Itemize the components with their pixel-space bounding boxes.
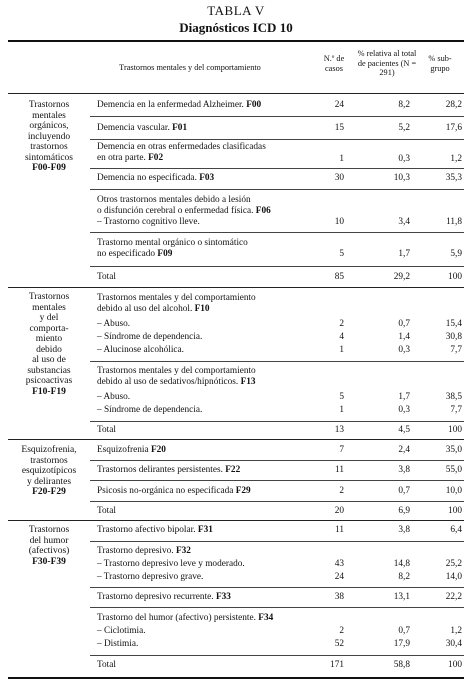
cell-sub: 55,0	[445, 465, 462, 475]
total-sub: 100	[448, 272, 462, 282]
group-rule	[8, 520, 464, 521]
cell-rel: 3,8	[398, 465, 410, 475]
diag-row-f02: Demencia en otras enfermedades clasificadas en otra parte. F02	[97, 142, 266, 163]
table-title: Diagnósticos ICD 10	[179, 20, 293, 35]
diag-row-f00: Demencia en la enfermedad Alzheimer. F00	[97, 100, 262, 110]
diag-row-f09: Trastorno mental orgánico o sintomático no especificado F09	[97, 238, 248, 259]
total-label: Total	[97, 506, 116, 516]
diag-row-f34: Trastorno del humor (afectivo) persistente. F34	[97, 613, 274, 623]
row-rule	[90, 168, 464, 169]
cell-n: 11	[335, 525, 344, 535]
row-rule	[90, 587, 464, 588]
group-rule	[8, 287, 464, 288]
cell-n: 5	[339, 249, 344, 259]
cell-sub: 25,2	[445, 559, 462, 569]
cell-sub: 30,8	[445, 332, 462, 342]
total-rel: 4,5	[398, 425, 410, 435]
total-rel: 29,2	[393, 272, 410, 282]
cell-rel: 8,2	[398, 100, 410, 110]
cell-rel: 5,2	[398, 123, 410, 133]
cell-rel: 0,7	[398, 319, 410, 329]
sub-item: – Abuso.	[97, 319, 131, 329]
group-rule	[8, 439, 464, 440]
cell-n: 2	[339, 486, 344, 496]
sub-item: – Síndrome de dependencia.	[97, 405, 203, 415]
table-label: TABLA V	[207, 3, 265, 18]
cell-n: 11	[335, 465, 344, 475]
total-sub: 100	[448, 506, 462, 516]
cell-n: 30	[334, 173, 344, 183]
diag-row-f03: Demencia no especificada. F03	[97, 173, 215, 183]
group-label-f10-f19: Trastornos mentales y del comporta- miento debido al uso de substancias psicoactivas F10-F19	[25, 292, 73, 397]
table-bottom-rule	[8, 677, 464, 679]
diag-row-f20: Esquizofrenia F20	[97, 445, 166, 455]
total-sub: 100	[448, 660, 462, 670]
cell-sub: 7,7	[450, 405, 462, 415]
sub-item: – Abuso.	[97, 392, 131, 402]
cell-rel: 0,3	[398, 345, 410, 355]
cell-rel: 0,7	[398, 486, 410, 496]
row-rule	[90, 480, 464, 481]
cell-sub: 7,7	[450, 345, 462, 355]
cell-sub: 1,2	[450, 154, 462, 164]
group-label-f20-f29: Esquizofrenia, trastornos esquizotípicos y delirantes F20-F29	[21, 445, 77, 497]
sub-item: – Trastorno depresivo leve y moderado.	[97, 559, 245, 569]
cell-sub: 6,4	[450, 525, 462, 535]
group-label-f00-f09: Trastornos mentales orgánicos, incluyendo trastornos sintomáticos F00-F09	[24, 100, 74, 173]
total-n: 20	[334, 506, 344, 516]
total-label: Total	[97, 272, 116, 282]
diag-row-f29: Psicosis no-orgánica no especificada F29	[97, 486, 251, 496]
header-category: Trastornos mentales y del comportamiento	[119, 63, 261, 72]
cell-rel: 0,7	[398, 626, 410, 636]
cell-sub: 11,8	[446, 217, 462, 227]
cell-n: 7	[339, 445, 344, 455]
total-sub: 100	[448, 425, 462, 435]
row-rule	[90, 139, 464, 140]
diag-row-f13: Trastornos mentales y del comportamiento debido al uso de sedativos/hipnóticos. F13	[97, 366, 256, 387]
cell-sub: 35,3	[445, 173, 462, 183]
cell-rel: 3,8	[398, 525, 410, 535]
sub-item: – Síndrome de dependencia.	[97, 332, 203, 342]
cell-rel: 0,3	[398, 405, 410, 415]
cell-sub: 35,0	[445, 445, 462, 455]
cell-n: 2	[339, 626, 344, 636]
diag-row-f01: Demencia vascular. F01	[97, 123, 188, 133]
total-n: 85	[334, 272, 344, 282]
cell-n: 38	[334, 592, 344, 602]
row-rule	[90, 116, 464, 117]
cell-n: 2	[339, 319, 344, 329]
row-rule	[90, 232, 464, 233]
row-rule	[90, 501, 464, 502]
row-rule	[90, 189, 464, 190]
cell-n: 4	[339, 332, 344, 342]
total-label: Total	[97, 425, 116, 435]
cell-rel: 8,2	[398, 572, 410, 582]
cell-n: 10	[334, 217, 344, 227]
row-rule	[90, 460, 464, 461]
cell-n: 24	[334, 572, 344, 582]
sub-item: – Trastorno depresivo grave.	[97, 572, 204, 582]
sub-item: – Ciclotimia.	[97, 626, 146, 636]
row-rule	[90, 361, 464, 362]
header-subgroup: % sub-grupo	[428, 54, 452, 73]
row-rule	[90, 421, 464, 422]
cell-sub: 22,2	[445, 592, 462, 602]
cell-n: 15	[334, 123, 344, 133]
diag-row-f10: Trastornos mentales y del comportamiento debido al uso del alcohol. F10	[97, 293, 256, 314]
total-rel: 6,9	[398, 506, 410, 516]
group-label-f30-f39: Trastornos del humor (afectivos) F30-F39	[28, 525, 70, 567]
cell-rel: 14,8	[393, 559, 410, 569]
cell-sub: 17,6	[445, 123, 462, 133]
header-n: N.º de casos	[323, 54, 345, 73]
cell-sub: 15,4	[445, 319, 462, 329]
cell-n: 1	[339, 345, 344, 355]
diag-row-f32: Trastorno depresivo. F32	[97, 546, 191, 556]
cell-rel: 1,7	[398, 249, 410, 259]
row-rule	[90, 607, 464, 608]
cell-sub: 10,0	[445, 486, 462, 496]
cell-rel: 10,3	[393, 173, 410, 183]
header-bottom-rule	[8, 93, 464, 94]
diag-row-f06: Otros trastornos mentales debido a lesión o disfunción cerebral o enfermedad física. F06 – Trastorno cognitivo lleve.	[97, 195, 271, 227]
total-rel: 58,8	[393, 660, 410, 670]
cell-sub: 28,2	[445, 100, 462, 110]
cell-n: 5	[339, 392, 344, 402]
cell-sub: 30,4	[445, 639, 462, 649]
cell-rel: 0,3	[398, 154, 410, 164]
cell-sub: 1,2	[450, 626, 462, 636]
cell-sub: 38,5	[445, 392, 462, 402]
cell-n: 52	[334, 639, 344, 649]
cell-n: 1	[339, 154, 344, 164]
row-rule	[90, 541, 464, 542]
cell-sub: 5,9	[450, 249, 462, 259]
cell-rel: 3,4	[398, 217, 410, 227]
cell-n: 1	[339, 405, 344, 415]
row-rule	[90, 655, 464, 656]
diag-row-f22: Trastornos delirantes persistentes. F22	[97, 465, 241, 475]
header-top-rule	[8, 40, 464, 42]
cell-rel: 1,4	[398, 332, 410, 342]
diag-row-f31: Trastorno afectivo bipolar. F31	[97, 525, 213, 535]
cell-rel: 1,7	[398, 392, 410, 402]
total-label: Total	[97, 660, 116, 670]
diag-row-f33: Trastorno depresivo recurrente. F33	[97, 592, 231, 602]
cell-n: 24	[334, 100, 344, 110]
total-n: 171	[330, 660, 344, 670]
cell-rel: 2,4	[398, 445, 410, 455]
cell-rel: 13,1	[393, 592, 410, 602]
cell-rel: 17,9	[393, 639, 410, 649]
sub-item: – Alucinose alcohólica.	[97, 345, 185, 355]
sub-item: – Distimia.	[97, 639, 139, 649]
header-relative: % relativa al total de pacientes (N = 291)	[357, 49, 417, 77]
row-rule	[90, 266, 464, 267]
cell-n: 43	[334, 559, 344, 569]
cell-sub: 14,0	[445, 572, 462, 582]
total-n: 13	[334, 425, 344, 435]
